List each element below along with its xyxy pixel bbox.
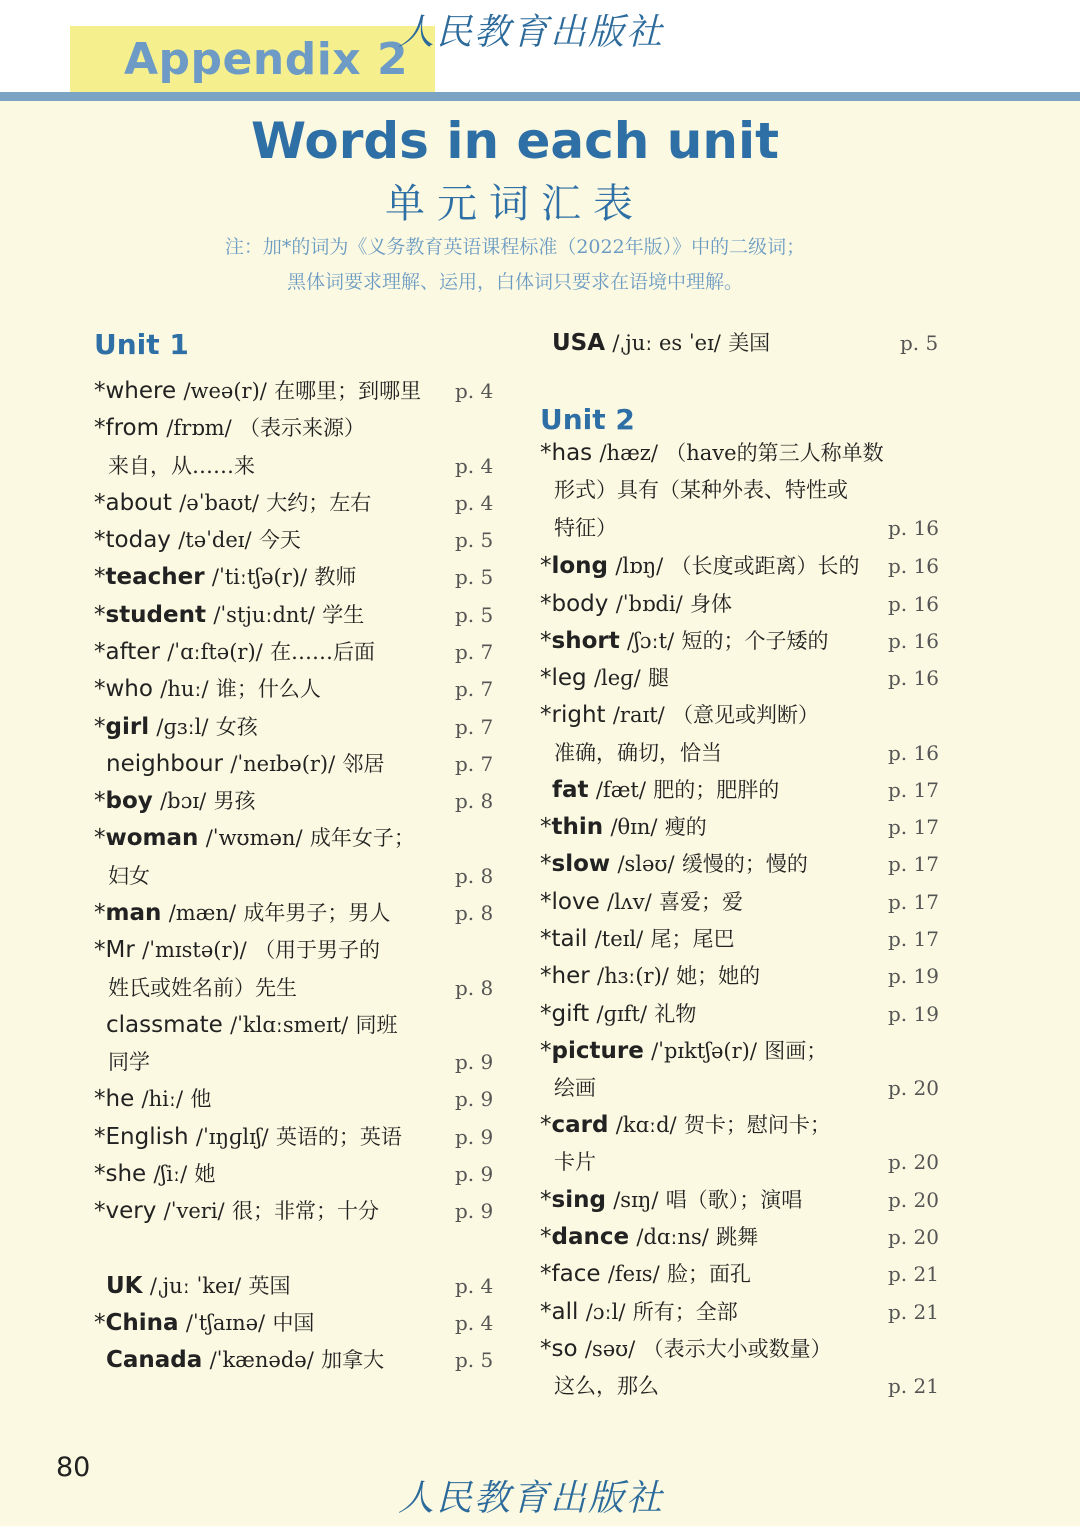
- headword: who: [105, 676, 153, 702]
- phonetic: /weə(r)/: [183, 379, 267, 403]
- chinese-meaning: 绘画: [554, 1076, 596, 1100]
- page-reference: p. 7: [455, 677, 494, 701]
- phonetic: /dɑːns/: [636, 1225, 709, 1249]
- core-word-star: *: [540, 1336, 552, 1362]
- phonetic: /bɔɪ/: [160, 789, 207, 813]
- headword: where: [105, 378, 177, 404]
- headword: boy: [105, 788, 153, 814]
- chinese-meaning: 美国: [728, 331, 771, 355]
- page-reference: p. 9: [455, 1125, 494, 1149]
- chinese-meaning: 姓氏或姓名前）先生: [108, 976, 297, 1000]
- core-word-star: *: [540, 889, 552, 915]
- page-reference: p. 21: [888, 1300, 939, 1324]
- phonetic: /θɪn/: [610, 815, 658, 839]
- word-entry: [108, 858, 150, 895]
- page-reference: p. 4: [455, 1274, 494, 1298]
- page-reference: p. 21: [888, 1262, 939, 1286]
- page-reference: p. 7: [455, 715, 494, 739]
- chinese-meaning: 所有；全部: [632, 1300, 738, 1324]
- headword: body: [551, 591, 609, 617]
- page-reference: p. 17: [888, 927, 939, 951]
- chinese-meaning: 成年男子；男人: [243, 901, 391, 925]
- headword: picture: [551, 1038, 644, 1064]
- word-entry: [540, 846, 808, 883]
- page-reference: p. 8: [455, 976, 494, 1000]
- chinese-meaning: 短的；个子矮的: [681, 629, 829, 653]
- headword: all: [551, 1299, 579, 1325]
- unit-1-heading: Unit 1: [94, 328, 189, 361]
- headword: thin: [551, 814, 604, 840]
- phonetic: /əˈbaʊt/: [179, 491, 259, 515]
- page-reference: p. 9: [455, 1199, 494, 1223]
- word-entry: [540, 586, 732, 623]
- word-entry: [94, 709, 258, 746]
- chinese-meaning: （长度或距离）长的: [670, 554, 860, 578]
- phonetic: /ˈtiːtʃə(r)/: [211, 565, 308, 589]
- core-word-star: *: [94, 788, 106, 814]
- core-word-star: *: [94, 527, 106, 553]
- page-reference: p. 20: [888, 1076, 939, 1100]
- page-reference: p. 9: [455, 1050, 494, 1074]
- phonetic: /sləʊ/: [617, 852, 675, 876]
- chinese-meaning: 谁；什么人: [215, 677, 321, 701]
- page-reference: p. 16: [888, 666, 939, 690]
- chinese-meaning: 成年女子；: [309, 826, 415, 850]
- core-word-star: *: [94, 602, 106, 628]
- phonetic: /səʊ/: [584, 1337, 636, 1361]
- phonetic: /fæt/: [595, 778, 646, 802]
- chinese-meaning: 卡片: [554, 1150, 596, 1174]
- headword: long: [551, 553, 609, 579]
- core-word-star: *: [540, 1299, 552, 1325]
- headword: girl: [105, 714, 150, 740]
- phonetic: /hæz/: [599, 441, 658, 465]
- page-reference: p. 4: [455, 379, 494, 403]
- phonetic: /sɪŋ/: [613, 1188, 659, 1212]
- chinese-meaning: 准确，确切，恰当: [554, 741, 722, 765]
- core-word-star: *: [540, 1187, 552, 1213]
- word-entry: [106, 1268, 290, 1305]
- core-word-star: *: [94, 1124, 106, 1150]
- phonetic: /ˈɪŋɡlɪʃ/: [195, 1125, 269, 1149]
- headword: love: [551, 889, 600, 915]
- core-word-star: *: [94, 564, 106, 590]
- headword: teacher: [105, 564, 205, 590]
- chinese-meaning: 腿: [648, 666, 670, 690]
- phonetic: /ɡɜːl/: [156, 715, 209, 739]
- core-word-star: *: [540, 851, 552, 877]
- chinese-meaning: 邻居: [342, 752, 385, 776]
- word-entry: [540, 958, 760, 995]
- page-subtitle: 单元词汇表: [385, 181, 645, 227]
- core-word-star: *: [94, 490, 106, 516]
- word-entry: [94, 410, 365, 447]
- word-entry: [106, 746, 385, 783]
- word-entry: [540, 1294, 738, 1331]
- core-word-star: *: [540, 1038, 552, 1064]
- core-word-star: *: [540, 963, 552, 989]
- chinese-meaning: 在哪里；到哪里: [274, 379, 422, 403]
- core-word-star: *: [94, 1310, 106, 1336]
- chinese-meaning: 英国: [248, 1274, 291, 1298]
- word-entry: [94, 597, 364, 634]
- headword: China: [105, 1310, 179, 1336]
- phonetic: /raɪt/: [612, 703, 665, 727]
- unit-2-heading: Unit 2: [540, 403, 635, 436]
- chinese-meaning: 身体: [689, 592, 732, 616]
- core-word-star: *: [540, 665, 552, 691]
- chinese-meaning: 肥的；肥胖的: [653, 778, 780, 802]
- headword: right: [551, 702, 606, 728]
- chinese-meaning: 同学: [108, 1050, 150, 1074]
- headword: student: [105, 602, 206, 628]
- core-word-star: *: [540, 814, 552, 840]
- word-entry: [540, 435, 884, 472]
- phonetic: /lɒŋ/: [615, 554, 664, 578]
- core-word-star: *: [94, 825, 106, 851]
- core-word-star: *: [540, 553, 552, 579]
- core-word-star: *: [540, 1261, 552, 1287]
- chinese-meaning: 中国: [272, 1311, 315, 1335]
- phonetic: /ˈtʃaɪnə/: [185, 1311, 266, 1335]
- core-word-star: *: [94, 900, 106, 926]
- phonetic: /ˈbɒdi/: [615, 592, 683, 616]
- note-line-1: 注：加*的词为《义务教育英语课程标准（2022年版）》中的二级词；: [224, 236, 806, 258]
- core-word-star: *: [540, 926, 552, 952]
- page-reference: p. 20: [888, 1150, 939, 1174]
- word-entry: [108, 1044, 150, 1081]
- phonetic: /ʃiː/: [153, 1162, 188, 1186]
- core-word-star: *: [94, 378, 106, 404]
- page-reference: p. 5: [455, 1348, 494, 1372]
- chinese-meaning: 妇女: [108, 864, 150, 888]
- headword: very: [105, 1198, 157, 1224]
- word-entry: [94, 895, 390, 932]
- chinese-meaning: 英语的；英语: [275, 1125, 402, 1149]
- core-word-star: *: [540, 1112, 552, 1138]
- word-entry: [540, 884, 743, 921]
- core-word-star: *: [94, 714, 106, 740]
- phonetic: /ʃɔːt/: [627, 629, 675, 653]
- chinese-meaning: 贺卡；慰问卡；: [683, 1113, 831, 1137]
- chinese-meaning: 脸；面孔: [666, 1262, 751, 1286]
- word-entry: [94, 373, 421, 410]
- word-entry: [540, 996, 696, 1033]
- page-reference: p. 8: [455, 789, 494, 813]
- page-reference: p. 17: [888, 890, 939, 914]
- headword: USA: [552, 330, 606, 356]
- page-reference: p. 5: [455, 528, 494, 552]
- word-entry: [554, 1368, 659, 1405]
- word-entry: [554, 510, 617, 547]
- word-entry: [94, 634, 375, 671]
- headword: so: [551, 1336, 578, 1362]
- chinese-meaning: 教师: [314, 565, 357, 589]
- word-entry: [94, 559, 356, 596]
- chinese-meaning: 大约；左右: [266, 491, 372, 515]
- word-entry: [94, 1156, 216, 1193]
- page-reference: p. 19: [888, 1002, 939, 1026]
- phonetic: /ˌjuː ˈkeɪ/: [149, 1274, 242, 1298]
- chinese-meaning: （表示来源）: [238, 416, 365, 440]
- phonetic: /ˌjuː es ˈeɪ/: [612, 331, 721, 355]
- chinese-meaning: 尾；尾巴: [650, 927, 735, 951]
- chinese-meaning: 同班: [355, 1013, 398, 1037]
- headword: English: [105, 1124, 189, 1150]
- phonetic: /leɡ/: [593, 666, 641, 690]
- chinese-meaning: 跳舞: [716, 1225, 759, 1249]
- headword: about: [105, 490, 172, 516]
- phonetic: /ɔːl/: [585, 1300, 626, 1324]
- headword: gift: [551, 1001, 590, 1027]
- phonetic: /ˈkænədə/: [209, 1348, 314, 1372]
- headword: sing: [551, 1187, 606, 1213]
- chinese-meaning: 喜爱；爱: [658, 890, 743, 914]
- core-word-star: *: [94, 639, 106, 665]
- core-word-star: *: [540, 1001, 552, 1027]
- word-entry: [108, 970, 297, 1007]
- headword: fat: [552, 777, 589, 803]
- chinese-meaning: （表示大小或数量）: [642, 1337, 832, 1361]
- word-entry: [540, 1219, 758, 1256]
- chinese-meaning: 很；非常；十分: [231, 1199, 379, 1223]
- word-entry: [94, 1193, 379, 1230]
- page-reference: p. 20: [888, 1188, 939, 1212]
- page-reference: p. 8: [455, 901, 494, 925]
- page-title: Words in each unit: [250, 112, 779, 170]
- chinese-meaning: 礼物: [654, 1002, 697, 1026]
- headword: after: [105, 639, 160, 665]
- phonetic: /feɪs/: [607, 1262, 660, 1286]
- headword: tail: [551, 926, 588, 952]
- headword: man: [105, 900, 162, 926]
- word-entry: [554, 1070, 596, 1107]
- phonetic: /ˈɑːftə(r)/: [167, 640, 263, 664]
- chinese-meaning: （意见或判断）: [672, 703, 820, 727]
- publisher-logo-top: 人民教育出版社: [398, 12, 665, 53]
- phonetic: /ˈklɑːsmeɪt/: [230, 1013, 349, 1037]
- word-entry: [540, 1331, 832, 1368]
- word-entry: [540, 1107, 831, 1144]
- chinese-meaning: 他: [190, 1087, 212, 1111]
- word-entry: [106, 1342, 384, 1379]
- headword: card: [551, 1112, 609, 1138]
- headword: UK: [106, 1273, 143, 1299]
- page-reference: p. 21: [888, 1374, 939, 1398]
- word-entry: [540, 921, 734, 958]
- word-entry: [540, 1256, 751, 1293]
- chinese-meaning: 瘦的: [664, 815, 707, 839]
- phonetic: /ˈneɪbə(r)/: [230, 752, 336, 776]
- word-entry: [552, 325, 770, 362]
- word-entry: [540, 1182, 802, 1219]
- page-reference: p. 16: [888, 592, 939, 616]
- phonetic: /huː/: [160, 677, 209, 701]
- phonetic: /hiː/: [141, 1087, 184, 1111]
- phonetic: /ɡɪft/: [596, 1002, 648, 1026]
- headword: dance: [551, 1224, 630, 1250]
- core-word-star: *: [94, 1161, 106, 1187]
- chinese-meaning: 来自，从……来: [108, 454, 255, 478]
- headword: leg: [551, 665, 587, 691]
- chinese-meaning: 形式）具有（某种外表、特性或: [554, 478, 848, 502]
- page-reference: p. 16: [888, 741, 939, 765]
- page-reference: p. 17: [888, 815, 939, 839]
- chinese-meaning: 缓慢的；慢的: [681, 852, 808, 876]
- core-word-star: *: [540, 628, 552, 654]
- word-entry: [540, 1033, 827, 1070]
- page-reference: p. 5: [455, 565, 494, 589]
- chinese-meaning: 她: [194, 1162, 216, 1186]
- note-line-2: 黑体词要求理解、运用，白体词只要求在语境中理解。: [286, 271, 743, 293]
- word-entry: [94, 783, 255, 820]
- headword: neighbour: [106, 751, 223, 777]
- word-entry: [94, 932, 380, 969]
- core-word-star: *: [94, 937, 106, 963]
- page-reference: p. 9: [455, 1087, 494, 1111]
- phonetic: /lʌv/: [607, 890, 652, 914]
- core-word-star: *: [540, 1224, 552, 1250]
- page-reference: p. 16: [888, 516, 939, 540]
- chinese-meaning: 学生: [322, 603, 365, 627]
- page-reference: p. 20: [888, 1225, 939, 1249]
- headword: short: [551, 628, 620, 654]
- chinese-meaning: 今天: [258, 528, 301, 552]
- core-word-star: *: [94, 1198, 106, 1224]
- core-word-star: *: [540, 440, 552, 466]
- page-reference: p. 17: [888, 778, 939, 802]
- headword: Canada: [106, 1347, 203, 1373]
- page-reference: p. 7: [455, 640, 494, 664]
- word-entry: [94, 1119, 402, 1156]
- word-entry: [554, 472, 848, 509]
- page-number: 80: [56, 1452, 91, 1483]
- phonetic: /frɒm/: [166, 416, 232, 440]
- headword: he: [105, 1086, 135, 1112]
- page-reference: p. 8: [455, 864, 494, 888]
- headword: Mr: [105, 937, 135, 963]
- core-word-star: *: [94, 415, 106, 441]
- phonetic: /teɪl/: [594, 927, 644, 951]
- phonetic: /ˈveri/: [163, 1199, 225, 1223]
- chinese-meaning: 女孩: [215, 715, 258, 739]
- phonetic: /hɜː(r)/: [597, 964, 669, 988]
- chinese-meaning: 她；她的: [676, 964, 761, 988]
- core-word-star: *: [540, 591, 552, 617]
- page-reference: p. 16: [888, 629, 939, 653]
- word-entry: [540, 697, 819, 734]
- word-entry: [94, 820, 415, 857]
- page-reference: p. 17: [888, 852, 939, 876]
- core-word-star: *: [94, 1086, 106, 1112]
- phonetic: /mæn/: [168, 901, 237, 925]
- phonetic: /ˈstjuːdnt/: [213, 603, 315, 627]
- headword: woman: [105, 825, 199, 851]
- word-entry: [540, 809, 707, 846]
- headword: face: [551, 1261, 601, 1287]
- word-entry: [94, 522, 301, 559]
- page-reference: p. 19: [888, 964, 939, 988]
- word-entry: [94, 1081, 211, 1118]
- word-entry: [554, 1144, 596, 1181]
- chinese-meaning: 特征）: [554, 516, 617, 540]
- headword: today: [105, 527, 171, 553]
- core-word-star: *: [94, 676, 106, 702]
- page-reference: p. 4: [455, 1311, 494, 1335]
- word-entry: [540, 548, 860, 585]
- phonetic: /təˈdeɪ/: [178, 528, 252, 552]
- word-entry: [94, 671, 321, 708]
- phonetic: /ˈpɪktʃə(r)/: [651, 1039, 757, 1063]
- page-reference: p. 7: [455, 752, 494, 776]
- chinese-meaning: 图画；: [764, 1039, 828, 1063]
- chinese-meaning: 在……后面: [270, 640, 376, 664]
- header-rule: [0, 92, 1080, 101]
- phonetic: /ˈmɪstə(r)/: [142, 938, 247, 962]
- word-entry: [540, 623, 828, 660]
- page-reference: p. 4: [455, 491, 494, 515]
- headword: has: [551, 440, 593, 466]
- chinese-meaning: 加拿大: [321, 1348, 385, 1372]
- word-entry: [94, 1305, 314, 1342]
- page-reference: p. 5: [455, 603, 494, 627]
- word-entry: [106, 1007, 398, 1044]
- page-reference: p. 9: [455, 1162, 494, 1186]
- headword: she: [105, 1161, 147, 1187]
- page-reference: p. 16: [888, 554, 939, 578]
- word-entry: [552, 772, 779, 809]
- chinese-meaning: 这么，那么: [554, 1374, 659, 1398]
- chinese-meaning: 男孩: [213, 789, 256, 813]
- page-reference: p. 5: [900, 331, 939, 355]
- headword: slow: [551, 851, 611, 877]
- appendix-label: Appendix 2: [124, 34, 409, 85]
- page-reference: p. 4: [455, 454, 494, 478]
- headword: from: [105, 415, 160, 441]
- chinese-meaning: 唱（歌）；演唱: [665, 1188, 803, 1212]
- word-entry: [554, 735, 722, 772]
- word-entry: [540, 660, 669, 697]
- word-entry: [108, 448, 255, 485]
- headword: her: [551, 963, 590, 989]
- chinese-meaning: （用于男子的: [254, 938, 381, 962]
- word-entry: [94, 485, 371, 522]
- headword: classmate: [106, 1012, 223, 1038]
- phonetic: /ˈwʊmən/: [205, 826, 303, 850]
- phonetic: /kɑːd/: [615, 1113, 677, 1137]
- publisher-logo-bottom: 人民教育出版社: [398, 1478, 665, 1519]
- core-word-star: *: [540, 702, 552, 728]
- chinese-meaning: （have的第三人称单数: [665, 441, 884, 465]
